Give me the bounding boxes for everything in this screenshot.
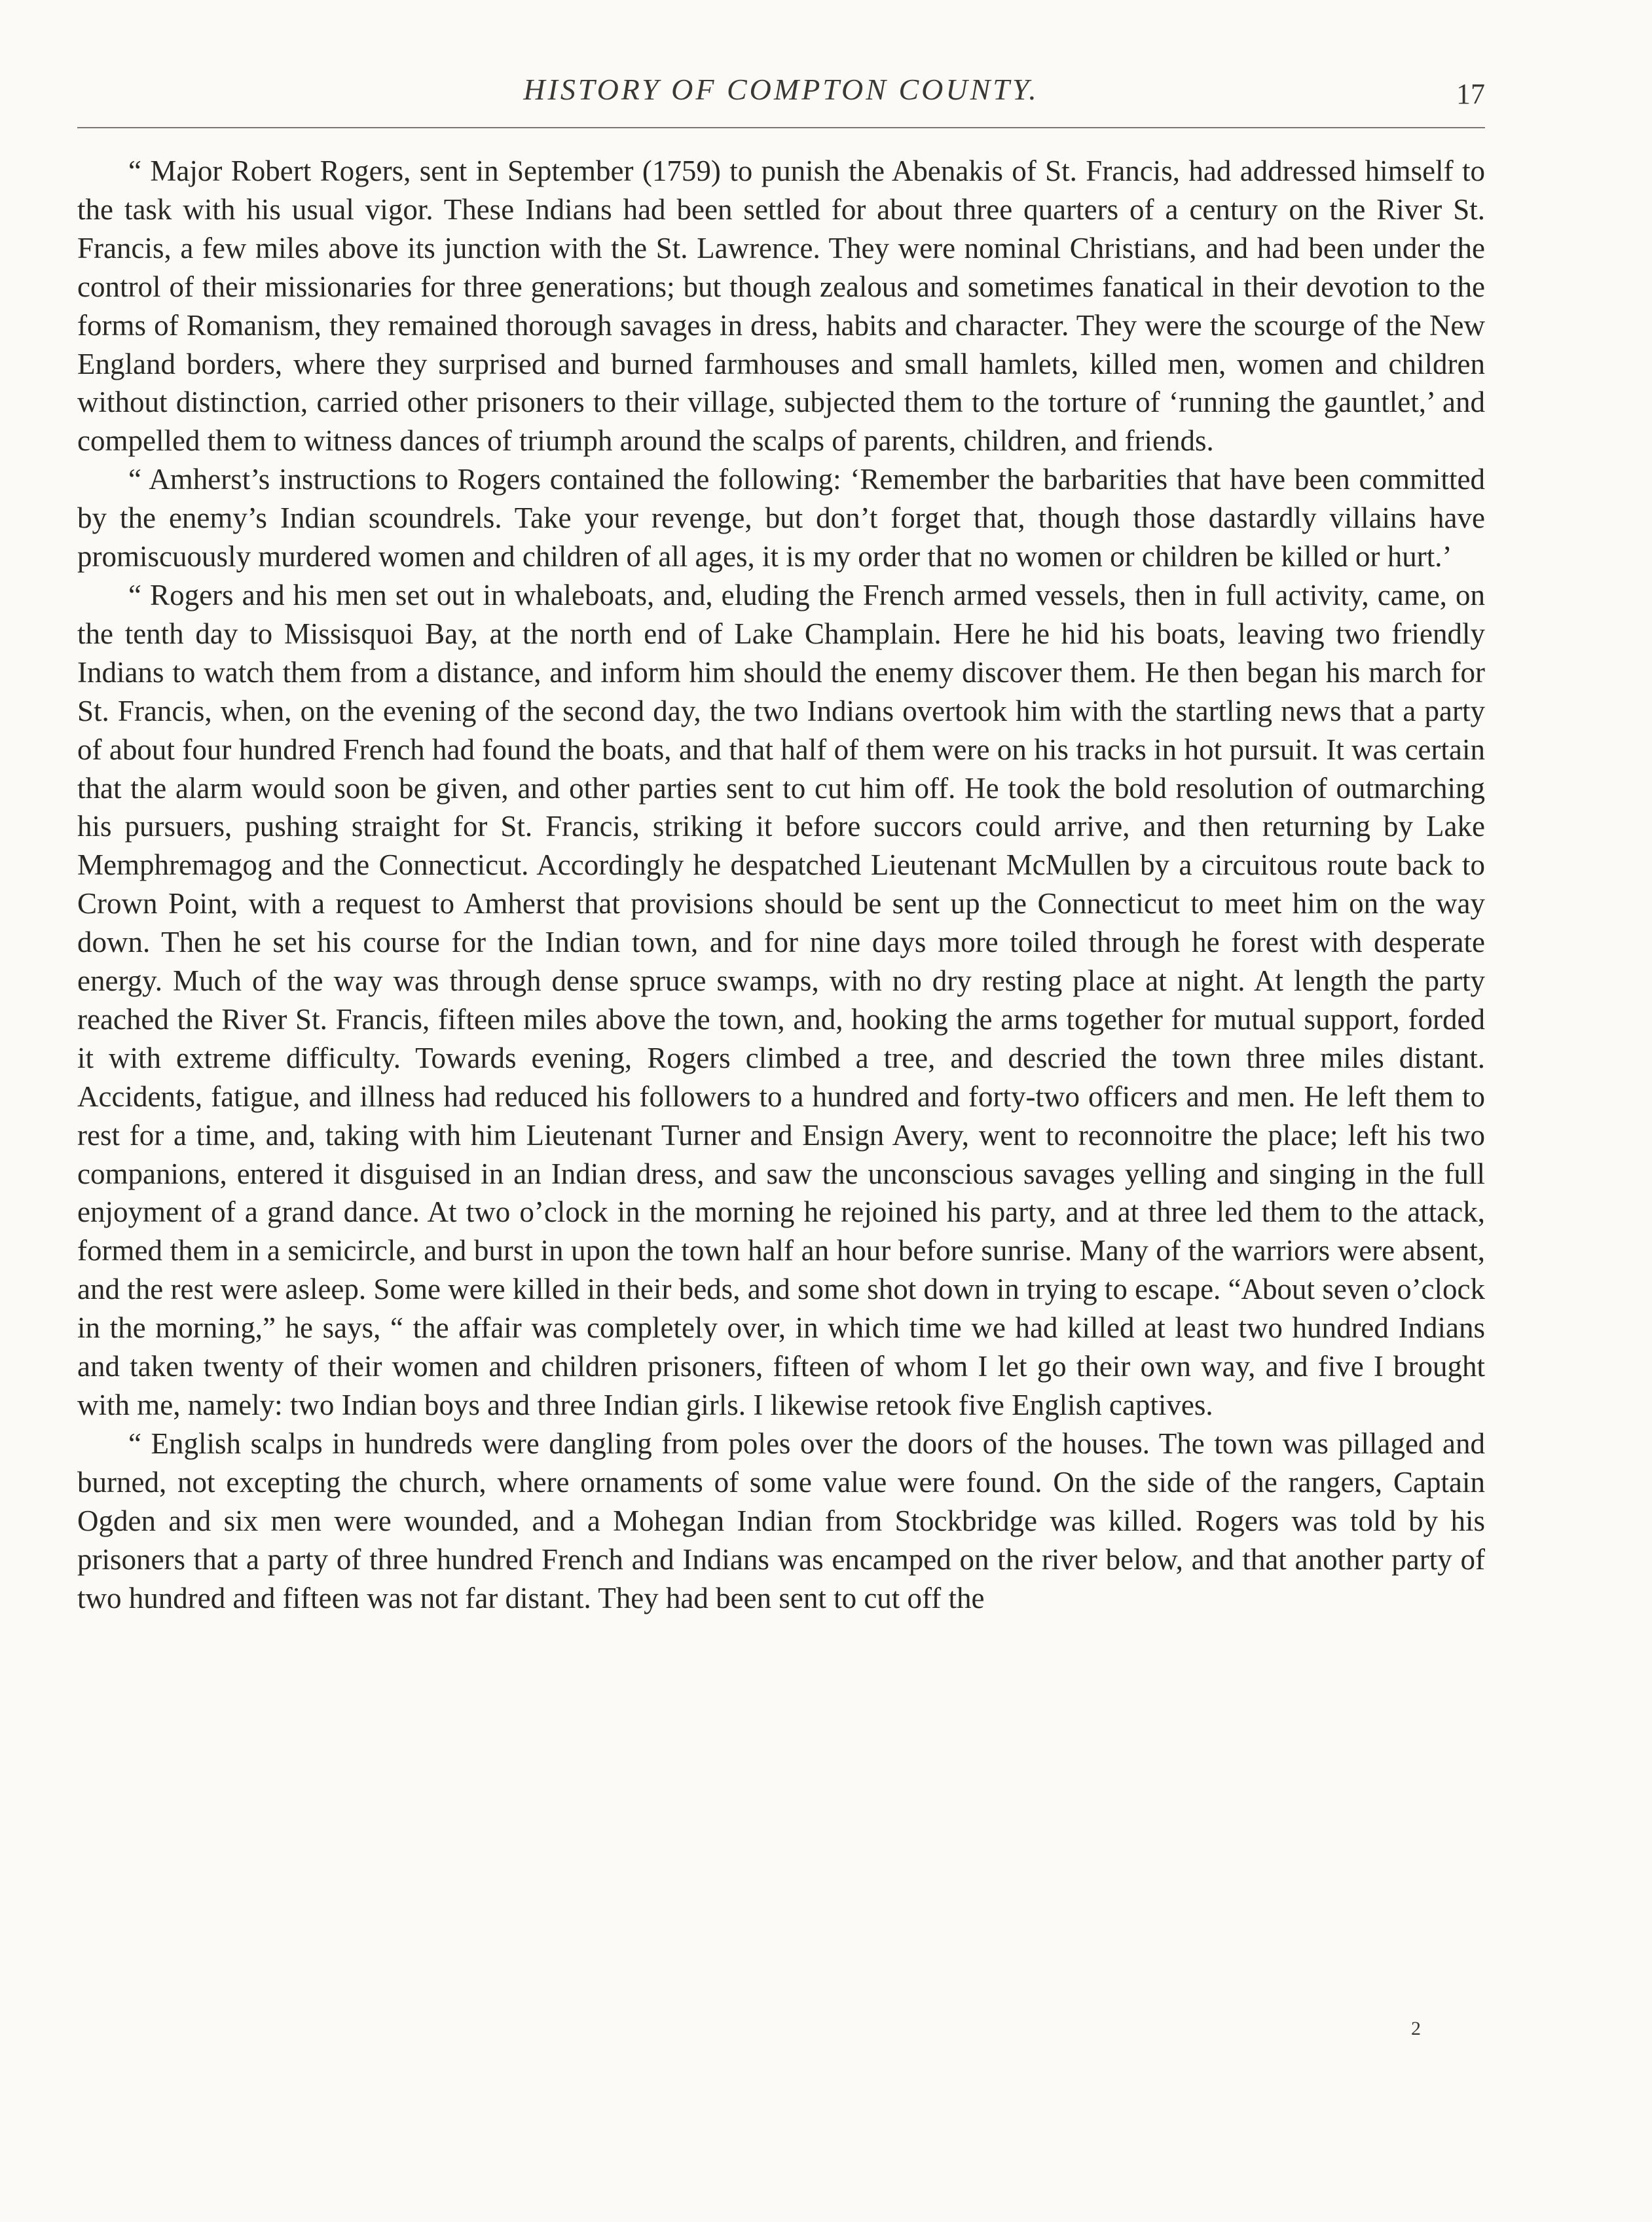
running-head — [77, 72, 1485, 124]
text-column — [77, 152, 1485, 1617]
paragraph-aftermath: “ English scalps in hundreds were dangling from poles over the doors of the houses. The town was pillaged and burned, not excepting the church, where ornaments of some value were found. On the side of the rangers, Captain Ogden and six men were wounded, and a Mohegan Indian from Stockbridge was killed. Rogers was told by his prisoners that a party of three hundred French and Indians was encamped on the river below, and that another party of two hundred and fifteen was not far distant. They had been sent to cut off the — [77, 1427, 1485, 1614]
paragraph-amherst-instructions: “ Amherst’s instructions to Rogers contained the following: ‘Remember the barbarities that have been committed by the enemy’s Indian scoundrels. Take your revenge, but don’t forget that, though those dastardly villains have promiscuously murdered women and children of all ages, it is my order that no women or children be killed or hurt.’ — [77, 463, 1485, 574]
paragraph-rogers-expedition: “ Major Robert Rogers, sent in September (1759) to punish the Abenakis of St. Francis, had addressed himself to the task with his usual vigor. These Indians had been settled for about three quarters of a century on the River St. Francis, a few miles above its junction with the St. Lawrence. They were nominal Christians, and had been under the control of their missionaries for three generations; but though zealous and sometimes fanatical in their devotion to the forms of Romanism, they remained thorough savages in dress, habits and character. They were the scourge of the New England borders, where they surprised and burned farmhouses and small hamlets, killed men, women and children without distinction, carried other prisoners to their village, subjected them to the torture of ‘running the gauntlet,’ and compelled them to witness dances of triumph around the scalps of parents, children, and friends. — [77, 155, 1485, 458]
paragraph-march-and-attack: “ Rogers and his men set out in whaleboats, and, eluding the French armed vessels, then in full activity, came, on the tenth day to Missisquoi Bay, at the north end of Lake Champlain. Here he hid his boats, leaving two friendly Indians to watch them from a distance, and inform him should the enemy discover them. He then began his march for St. Francis, when, on the evening of the second day, the two Indians overtook him with the startling news that a party of about four hundred French had found the boats, and that half of them were on his tracks in hot pursuit. It was certain that the alarm would soon be given, and other parties sent to cut him off. He took the bold resolution of outmarching his pursuers, pushing straight for St. Francis, striking it before succors could arrive, and then returning by Lake Memphremagog and the Connecticut. Accordingly he despatched Lieutenant McMullen by a circuitous route back to Crown Point, with a request to Amherst that provisions should be sent up the Connecticut to meet him on the way down. Then he set his course for the Indian town, and for nine days more toiled through he forest with desperate energy. Much of the way was through dense spruce swamps, with no dry resting place at night. At length the party reached the River St. Francis, fifteen miles above the town, and, hooking the arms together for mutual support, forded it with extreme difficulty. Towards evening, Rogers climbed a tree, and descried the town three miles distant. Accidents, fatigue, and illness had reduced his followers to a hundred and forty-two officers and men. He left them to rest for a time, and, taking with him Lieutenant Turner and Ensign Avery, went to reconnoitre the place; left his two companions, entered it disguised in an Indian dress, and saw the unconscious savages yelling and singing in the full enjoyment of a grand dance. At two o’clock in the morning he rejoined his party, and at three led them to the attack, formed them in a semicircle, and burst in upon the town half an hour before sunrise. Many of the warriors were absent, and the rest were asleep. Some were killed in their beds, and some shot down in trying to escape. “About seven o’clock in the morning,” he says, “ the affair was completely over, in which time we had killed at least two hundred Indians and taken twenty of their women and children prisoners, fifteen of whom I let go their own way, and five I brought with me, namely: two Indian boys and three Indian girls. I likewise retook five English captives. — [77, 578, 1485, 1421]
header-rule — [77, 127, 1485, 128]
page-number: 17 — [1456, 78, 1485, 110]
running-title: HISTORY OF COMPTON COUNTY. — [523, 73, 1039, 106]
signature-mark: 2 — [1411, 2018, 1421, 2039]
